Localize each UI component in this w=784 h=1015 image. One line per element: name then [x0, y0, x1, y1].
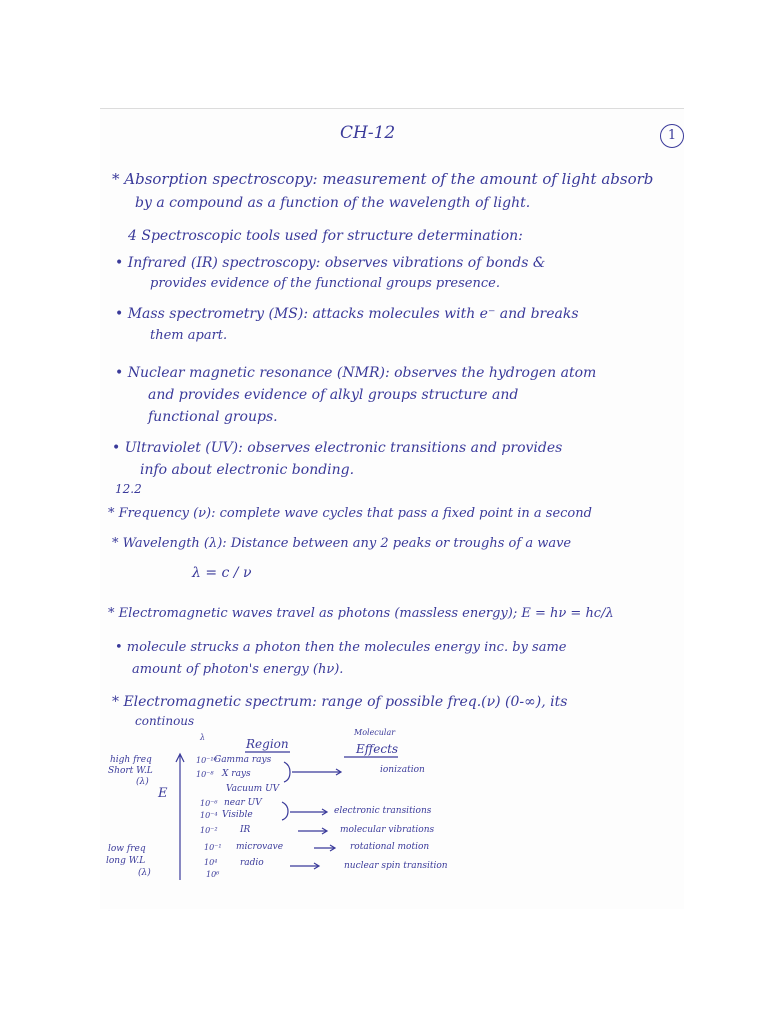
note-line: • Mass spectrometry (MS): attacks molecules with e⁻ and breaks — [115, 306, 579, 322]
note-line: them apart. — [150, 328, 228, 343]
region-effect: molecular vibrations — [340, 825, 435, 835]
lambda-label: (λ) — [138, 868, 151, 878]
region-exponent: 10⁻⁴ — [200, 811, 218, 820]
lambda-mark: λ — [200, 733, 206, 742]
lambda-label: (λ) — [136, 777, 149, 787]
region-name: X rays — [222, 769, 251, 779]
region-header: Region — [246, 737, 289, 751]
note-line: • molecule strucks a photon then the molecules energy inc. by same — [115, 640, 567, 655]
region-name: near UV — [224, 798, 262, 808]
note-line: • Infrared (IR) spectroscopy: observes vibrations of bonds & — [115, 255, 546, 271]
note-line: * Electromagnetic spectrum: range of possible freq.(ν) (0-∞), its — [112, 694, 568, 710]
region-name: microvave — [236, 842, 284, 852]
region-name: Visible — [222, 810, 253, 820]
effects-header: Effects — [356, 742, 399, 756]
note-line: info about electronic bonding. — [140, 462, 355, 478]
note-line: functional groups. — [148, 409, 278, 425]
low-freq-label: low freq — [108, 844, 146, 854]
energy-label: E — [158, 786, 168, 801]
long-wl-label: long W.L — [106, 856, 146, 866]
region-exponent: 10⁻¹⁰ — [196, 756, 217, 765]
region-exponent: 10⁻² — [200, 826, 218, 835]
note-line: and provides evidence of alkyl groups structure and — [148, 387, 519, 403]
region-exponent: 10⁻⁸ — [196, 770, 214, 779]
note-line: * Electromagnetic waves travel as photons (massless energy); E = hν = hc/λ — [108, 606, 614, 621]
note-line: amount of photon's energy (hν). — [132, 662, 344, 677]
note-line: * Frequency (ν): complete wave cycles that pass a fixed point in a second — [108, 506, 592, 521]
high-freq-label: high freq — [110, 755, 152, 765]
region-exponent: 10⁻¹ — [204, 843, 222, 852]
page-title: CH-12 — [340, 123, 396, 143]
note-line: • Ultraviolet (UV): observes electronic transitions and provides — [112, 440, 563, 456]
note-line: * Absorption spectroscopy: measurement of the amount of light absorb — [112, 170, 654, 188]
short-wl-label: Short W.L — [108, 766, 153, 776]
note-line: * Wavelength (λ): Distance between any 2 peaks or troughs of a wave — [112, 536, 572, 551]
region-exponent: 10⁶ — [206, 870, 220, 879]
region-name: Gamma rays — [214, 755, 272, 765]
region-effect: ionization — [380, 765, 425, 775]
region-exponent: 10⁻⁶ — [200, 799, 218, 808]
region-exponent: 10⁴ — [204, 858, 218, 867]
region-effect: rotational motion — [350, 842, 430, 852]
note-line: 4 Spectroscopic tools used for structure determination: — [128, 228, 523, 244]
note-line: continous — [135, 714, 195, 728]
note-line: provides evidence of the functional groups presence. — [150, 276, 500, 291]
effects-header-top: Molecular — [354, 728, 396, 737]
region-effect: nuclear spin transition — [344, 861, 448, 871]
formula: λ = c / ν — [192, 565, 252, 581]
region-name: Vacuum UV — [226, 784, 280, 794]
note-line: by a compound as a function of the wavelength of light. — [135, 195, 531, 211]
page-number: 1 — [660, 124, 684, 148]
region-effect: electronic transitions — [334, 806, 432, 816]
region-name: radio — [240, 858, 264, 868]
section-number: 12.2 — [115, 482, 142, 496]
note-line: • Nuclear magnetic resonance (NMR): observes the hydrogen atom — [115, 365, 597, 381]
region-name: IR — [240, 825, 251, 835]
